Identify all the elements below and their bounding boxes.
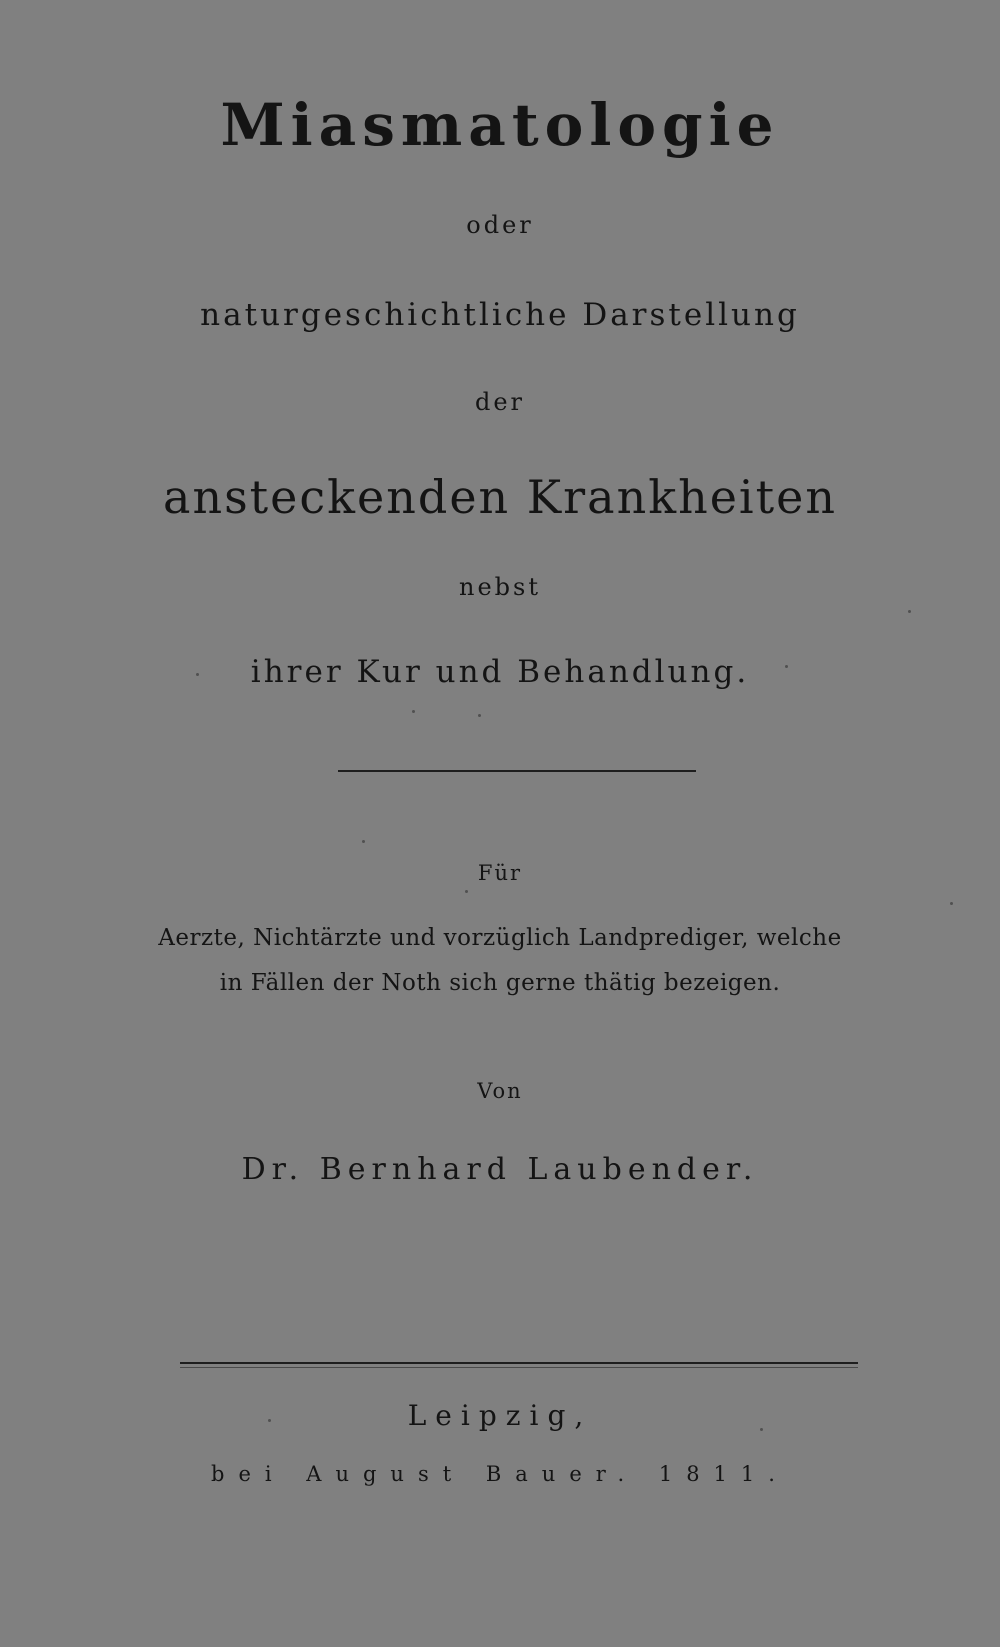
scan-speck [196,673,199,676]
subtitle-main: ansteckenden Krankheiten [163,470,837,524]
imprint-publisher-year: bei August Bauer. 1811. [211,1462,789,1486]
connector-nebst: nebst [459,573,541,601]
author-name: Dr. Bernhard Laubender. [241,1152,759,1187]
subtitle-line-3: ihrer Kur und Behandlung. [250,654,750,690]
scan-speck [465,890,468,893]
scan-speck [785,665,788,668]
scan-speck [760,1428,763,1431]
audience-label: Für [477,861,523,885]
scan-speck [950,902,953,905]
by-label: Von [477,1079,523,1103]
scan-speck [908,610,911,613]
imprint-rule [180,1362,858,1364]
imprint-place: Leipzig, [407,1399,593,1432]
scan-speck [412,710,415,713]
scan-speck [268,1419,271,1422]
audience-line-2: in Fällen der Noth sich gerne thätig bezeigen. [219,970,781,996]
subtitle-line-1: naturgeschichtliche Darstellung [200,297,800,333]
scan-speck [478,714,481,717]
connector-der: der [474,388,526,416]
divider-rule [338,770,696,772]
connector-oder: oder [466,211,534,239]
audience-line-1: Aerzte, Nichtärzte und vorzüglich Landprediger, welche [158,925,842,951]
book-title: Miasmatologie [220,91,780,159]
scan-speck [362,840,365,843]
imprint-rule-shadow [180,1367,858,1368]
